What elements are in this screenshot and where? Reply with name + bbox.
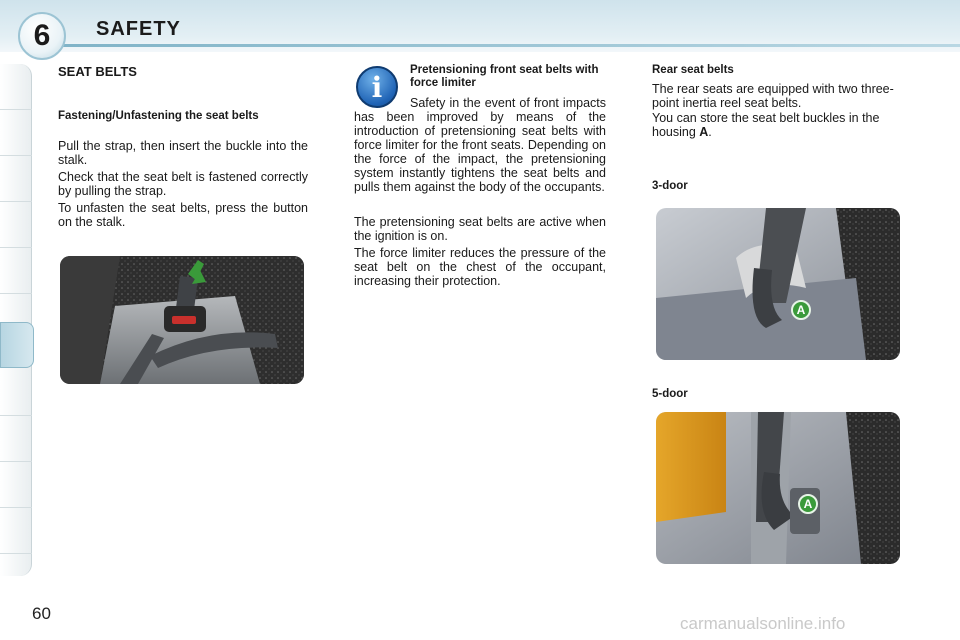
- rear-belts-paragraph-2: [652, 111, 908, 139]
- marker-a-three-door-label: A: [796, 303, 806, 317]
- pretensioning-subheading: Pretensioning front seat belts with force limiter: [410, 64, 599, 89]
- three-door-photo: [656, 208, 900, 360]
- page-number: 60: [32, 604, 51, 623]
- five-door-label: 5-door: [652, 388, 688, 400]
- chapter-tab-8[interactable]: [0, 416, 32, 462]
- chapter-tab-3[interactable]: [0, 156, 32, 202]
- marker-a-five-door: [798, 494, 818, 514]
- watermark: carmanualsonline.info: [680, 614, 846, 633]
- rear-belts-subheading: Rear seat belts: [652, 64, 734, 76]
- five-door-photo: [656, 412, 900, 564]
- chapter-tab-5[interactable]: [0, 248, 32, 294]
- rear-belts-paragraph-2-end: .: [708, 125, 712, 139]
- chapter-tab-4[interactable]: [0, 202, 32, 248]
- chapter-tab-1[interactable]: [0, 64, 32, 110]
- fastening-subheading: Fastening/Unfastening the seat belts: [58, 110, 259, 122]
- chapter-tab-7[interactable]: [0, 370, 32, 416]
- fastening-paragraph-2: Check that the seat belt is fastened correctly by pulling the strap.: [58, 170, 308, 198]
- chapter-tab-9[interactable]: [0, 462, 32, 508]
- fastening-paragraph-1: Pull the strap, then insert the buckle into the stalk.: [58, 139, 308, 167]
- marker-a-three-door: [791, 300, 811, 320]
- pretensioning-paragraph-1: Safety in the event of front impacts has been improved by means of the introduction of pretensioning seat belts with force limiter for the front seats. Depending on the force of the impact, the pretensioning system instantly tightens the seat belts and pulls them against the body of the occupants.: [354, 96, 606, 194]
- info-icon: i: [356, 66, 398, 108]
- chapter-tab-6-active[interactable]: [0, 322, 34, 368]
- buckle-photo: [60, 256, 304, 384]
- header-line: [40, 44, 960, 47]
- three-door-label: 3-door: [652, 180, 688, 192]
- housing-label: A: [699, 125, 709, 139]
- rear-belts-paragraph-1: The rear seats are equipped with two three-point inertia reel seat belts.: [652, 82, 894, 110]
- chapter-title: SAFETY: [96, 18, 181, 40]
- pretensioning-paragraph-2: The pretensioning seat belts are active when the ignition is on.: [354, 215, 606, 243]
- chapter-tab-2[interactable]: [0, 110, 32, 156]
- chapter-tab-10[interactable]: [0, 508, 32, 554]
- pretensioning-paragraph-3: The force limiter reduces the pressure of the seat belt on the chest of the occupant, increasing their protection.: [354, 246, 606, 288]
- chapter-tab-strip: [0, 64, 32, 576]
- chapter-number-badge: 6: [18, 12, 66, 60]
- section-heading: SEAT BELTS: [58, 64, 137, 79]
- fastening-paragraph-3: To unfasten the seat belts, press the button on the stalk.: [58, 201, 308, 229]
- marker-a-five-door-label: A: [803, 497, 813, 511]
- rear-belts-paragraph-2-text: You can store the seat belt buckles in the housing: [652, 111, 880, 139]
